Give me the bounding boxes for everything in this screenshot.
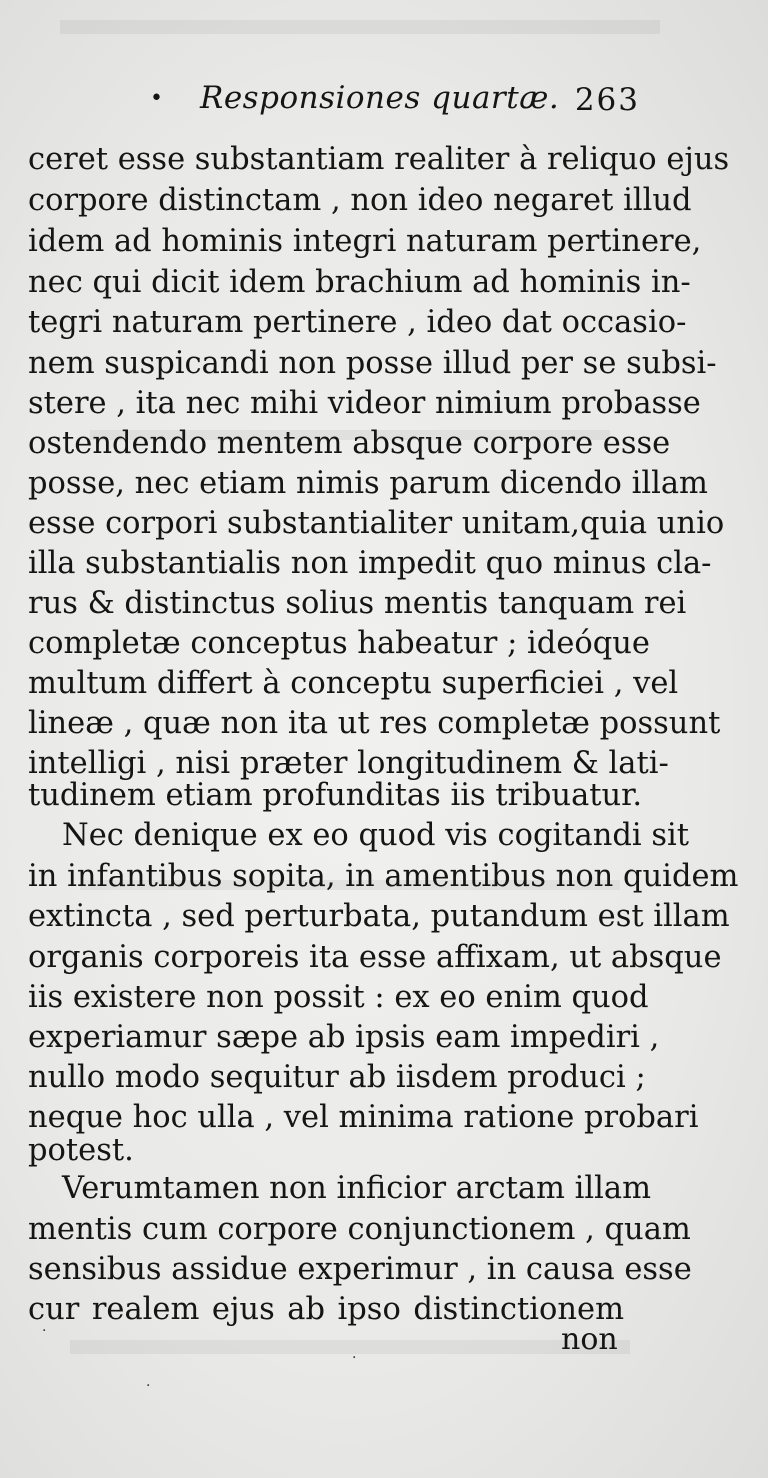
text-line: ostendendo mentem absque corpore esse — [28, 426, 671, 461]
running-title: Responsiones quartæ. — [200, 80, 560, 116]
text-line: iis existere non possit : ex eo enim quod — [28, 980, 649, 1015]
ink-speck: · — [352, 1350, 357, 1366]
text-line: corpore distinctam , non ideo negaret illud — [28, 183, 692, 218]
text-line: lineæ , quæ non ita ut res completæ possunt — [28, 706, 721, 741]
ink-speck: · — [146, 1378, 151, 1394]
text-line: idem ad hominis integri naturam pertinere, — [28, 224, 702, 259]
text-line: ceret esse substantiam realiter à reliquo ejus — [28, 142, 730, 177]
text-line: in infantibus sopita, in amentibus non quidem — [28, 859, 739, 894]
text-line: esse corpori substantialiter unitam,quia unio — [28, 506, 725, 541]
text-line: organis corporeis ita esse affixam, ut absque — [28, 940, 722, 975]
catchword: non — [561, 1322, 618, 1357]
header-ornament: • — [150, 86, 163, 111]
text-line: nec qui dicit idem brachium ad hominis in- — [28, 265, 691, 300]
text-line: sensibus assidue experimur , in causa esse — [28, 1252, 692, 1287]
text-line: potest. — [28, 1133, 134, 1168]
text-line: multum differt à conceptu superficiei , vel — [28, 666, 679, 701]
text-line: nem suspicandi non posse illud per se subsi- — [28, 346, 717, 381]
page-number: 263 — [574, 82, 640, 118]
text-line: mentis cum corpore conjunctionem , quam — [28, 1212, 691, 1247]
text-line: neque hoc ulla , vel minima ratione probari — [28, 1100, 699, 1135]
text-line: stere , ita nec mihi videor nimium probasse — [28, 386, 701, 421]
text-line: extincta , sed perturbata, putandum est illam — [28, 899, 730, 934]
text-line: experiamur sæpe ab ipsis eam impediri , — [28, 1020, 660, 1055]
ink-speck: · — [42, 1323, 47, 1339]
text-line: tudinem etiam profunditas iis tribuatur. — [28, 778, 643, 813]
text-line: rus & distinctus solius mentis tanquam rei — [28, 586, 687, 621]
paragraph-start-line: Nec denique ex eo quod vis cogitandi sit — [62, 818, 689, 853]
text-line: intelligi , nisi præter longitudinem & lati- — [28, 746, 669, 781]
text-line: tegri naturam pertinere , ideo dat occasio- — [28, 305, 687, 340]
text-line: illa substantialis non impedit quo minus cla- — [28, 546, 712, 581]
text-line: posse, nec etiam nimis parum dicendo illam — [28, 466, 708, 501]
text-line: completæ conceptus habeatur ; ideóque — [28, 626, 650, 661]
text-line: cur realem ejus ab ipso distinctionem — [28, 1292, 624, 1327]
text-line: nullo modo sequitur ab iisdem produci ; — [28, 1060, 646, 1095]
paragraph-start-line: Verumtamen non inficior arctam illam — [62, 1171, 652, 1206]
